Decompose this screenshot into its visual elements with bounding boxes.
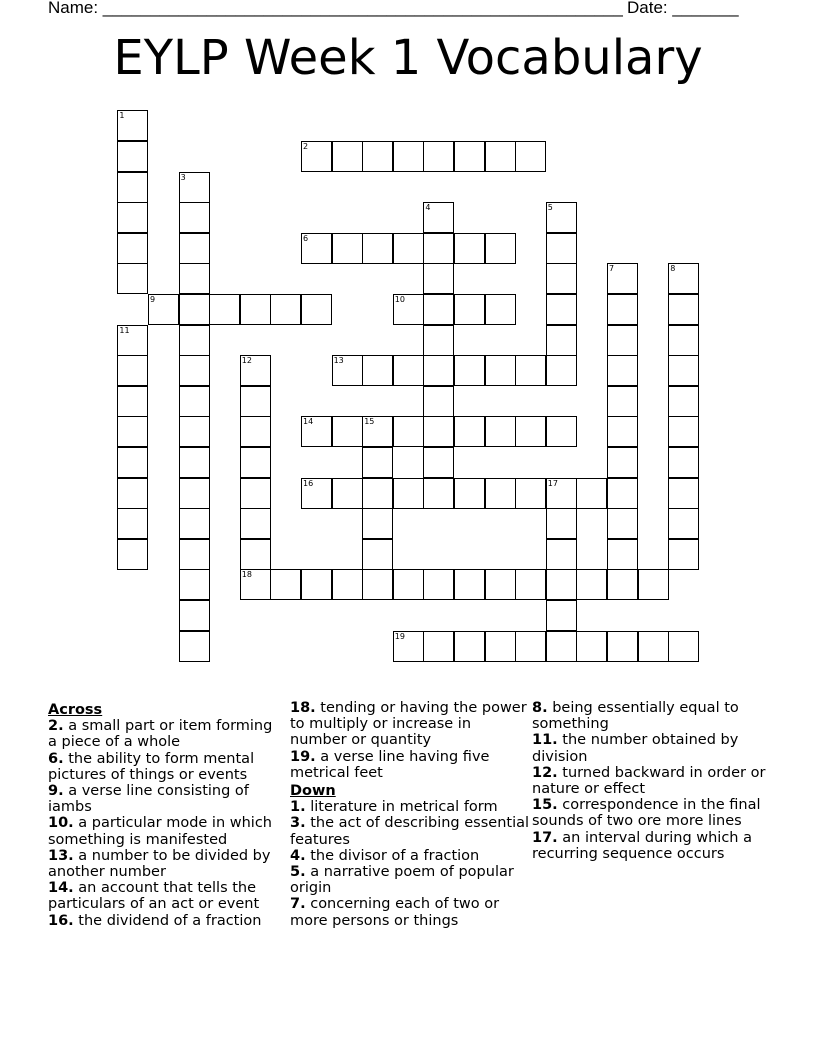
grid-cell[interactable] bbox=[240, 508, 271, 539]
grid-cell[interactable] bbox=[240, 355, 271, 386]
grid-cell[interactable] bbox=[240, 569, 271, 600]
clue-down-8: 8. being essentially equal to something bbox=[532, 700, 739, 733]
grid-cell[interactable] bbox=[546, 355, 577, 386]
clue-across-10: 10. a particular mode in which something is manifested bbox=[48, 815, 273, 848]
grid-cell[interactable] bbox=[117, 386, 148, 417]
grid-cell[interactable] bbox=[485, 631, 516, 662]
grid-cell[interactable] bbox=[668, 355, 699, 386]
clue-number-label: 18 bbox=[241, 570, 252, 580]
clue-down-1: 1. literature in metrical form bbox=[290, 799, 498, 816]
clue-number-label: 19 bbox=[394, 631, 405, 641]
grid-cell[interactable] bbox=[423, 294, 454, 325]
grid-cell[interactable] bbox=[423, 416, 454, 447]
grid-cell[interactable] bbox=[179, 447, 210, 478]
grid-cell[interactable] bbox=[668, 508, 699, 539]
grid-cell[interactable] bbox=[485, 569, 516, 600]
page-title: EYLP Week 1 Vocabulary bbox=[113, 30, 703, 86]
grid-cell[interactable] bbox=[362, 508, 393, 539]
grid-cell[interactable] bbox=[179, 569, 210, 600]
grid-cell[interactable] bbox=[332, 233, 363, 264]
grid-cell[interactable] bbox=[454, 478, 485, 509]
grid-cell[interactable] bbox=[332, 355, 363, 386]
grid-cell[interactable] bbox=[485, 416, 516, 447]
grid-cell[interactable] bbox=[179, 172, 210, 203]
clue-number-label: 2 bbox=[303, 142, 309, 151]
grid-cell[interactable] bbox=[546, 478, 577, 509]
grid-cell[interactable] bbox=[546, 202, 577, 233]
grid-cell[interactable] bbox=[454, 416, 485, 447]
grid-cell[interactable] bbox=[332, 141, 363, 172]
grid-cell[interactable] bbox=[546, 508, 577, 539]
grid-cell[interactable] bbox=[485, 233, 516, 264]
clue-number-label: 12 bbox=[241, 356, 252, 366]
grid-cell[interactable] bbox=[117, 110, 148, 141]
grid-cell[interactable] bbox=[362, 539, 393, 570]
grid-cell[interactable] bbox=[668, 263, 699, 294]
grid-cell[interactable] bbox=[485, 355, 516, 386]
grid-cell[interactable] bbox=[423, 355, 454, 386]
grid-cell[interactable] bbox=[362, 416, 393, 447]
grid-cell[interactable] bbox=[454, 355, 485, 386]
grid-cell[interactable] bbox=[515, 355, 546, 386]
clues-column-1 bbox=[48, 700, 283, 929]
grid-cell[interactable] bbox=[179, 263, 210, 294]
grid-cell[interactable] bbox=[393, 294, 424, 325]
grid-cell[interactable] bbox=[485, 294, 516, 325]
clues-column-3 bbox=[532, 700, 772, 862]
grid-cell[interactable] bbox=[301, 141, 332, 172]
grid-cell[interactable] bbox=[546, 263, 577, 294]
grid-cell[interactable] bbox=[240, 478, 271, 509]
clue-number-label: 6 bbox=[303, 233, 309, 243]
grid-cell[interactable] bbox=[393, 478, 424, 509]
grid-cell[interactable] bbox=[117, 539, 148, 570]
grid-cell[interactable] bbox=[546, 600, 577, 631]
grid-cell[interactable] bbox=[515, 631, 546, 662]
grid-cell[interactable] bbox=[393, 141, 424, 172]
clue-across-16: 16. the dividend of a fraction bbox=[48, 912, 262, 929]
grid-cell[interactable] bbox=[179, 416, 210, 447]
grid-cell[interactable] bbox=[546, 294, 577, 325]
grid-cell[interactable] bbox=[668, 386, 699, 417]
grid-cell[interactable] bbox=[668, 447, 699, 478]
grid-cell[interactable] bbox=[332, 569, 363, 600]
grid-cell[interactable] bbox=[362, 141, 393, 172]
grid-cell[interactable] bbox=[485, 141, 516, 172]
grid-cell[interactable] bbox=[423, 478, 454, 509]
grid-cell[interactable] bbox=[362, 478, 393, 509]
grid-cell[interactable] bbox=[576, 569, 607, 600]
grid-cell[interactable] bbox=[179, 325, 210, 356]
clue-across-19: 19. a verse line having five metrical feet bbox=[290, 748, 490, 781]
grid-cell[interactable] bbox=[393, 233, 424, 264]
grid-cell[interactable] bbox=[362, 447, 393, 478]
grid-cell[interactable] bbox=[607, 569, 638, 600]
grid-cell[interactable] bbox=[546, 325, 577, 356]
grid-cell[interactable] bbox=[454, 569, 485, 600]
clue-across-2: 2. a small part or item forming a piece of a whole bbox=[48, 718, 273, 751]
clue-across-13: 13. a number to be divided by another number bbox=[48, 847, 271, 881]
clue-down-7: 7. concerning each of two or more persons or things bbox=[290, 896, 500, 929]
grid-cell[interactable] bbox=[607, 447, 638, 478]
grid-cell[interactable] bbox=[668, 325, 699, 356]
grid-cell[interactable] bbox=[179, 478, 210, 509]
grid-cell[interactable] bbox=[607, 631, 638, 662]
grid-cell[interactable] bbox=[240, 447, 271, 478]
grid-cell[interactable] bbox=[148, 294, 179, 325]
grid-cell[interactable] bbox=[607, 386, 638, 417]
clue-number-label: 3 bbox=[180, 172, 186, 182]
clue-down-12: 12. turned backward in order or nature or effect bbox=[532, 764, 766, 798]
grid-cell[interactable] bbox=[240, 539, 271, 570]
grid-cell[interactable] bbox=[607, 355, 638, 386]
grid-cell[interactable] bbox=[362, 355, 393, 386]
grid-cell[interactable] bbox=[423, 447, 454, 478]
down-heading: Down bbox=[290, 783, 336, 800]
clue-number-label: 17 bbox=[547, 478, 558, 488]
grid-cell[interactable] bbox=[423, 569, 454, 600]
date-field-label: Date: _______ bbox=[627, 0, 739, 17]
grid-cell[interactable] bbox=[607, 508, 638, 539]
clue-down-11: 11. the number obtained by division bbox=[532, 732, 739, 765]
grid-cell[interactable] bbox=[117, 263, 148, 294]
grid-cell[interactable] bbox=[515, 478, 546, 509]
grid-cell[interactable] bbox=[423, 325, 454, 356]
grid-cell[interactable] bbox=[393, 631, 424, 662]
grid-cell[interactable] bbox=[117, 233, 148, 264]
grid-cell[interactable] bbox=[454, 631, 485, 662]
grid-cell[interactable] bbox=[301, 478, 332, 509]
grid-cell[interactable] bbox=[179, 539, 210, 570]
grid-cell[interactable] bbox=[607, 478, 638, 509]
grid-cell[interactable] bbox=[179, 631, 210, 662]
grid-cell[interactable] bbox=[607, 416, 638, 447]
clue-number-label: 1 bbox=[119, 111, 125, 121]
grid-cell[interactable] bbox=[423, 263, 454, 294]
grid-cell[interactable] bbox=[454, 233, 485, 264]
grid-cell[interactable] bbox=[576, 478, 607, 509]
grid-cell[interactable] bbox=[301, 416, 332, 447]
grid-cell[interactable] bbox=[240, 416, 271, 447]
clue-number-label: 14 bbox=[303, 417, 314, 427]
grid-cell[interactable] bbox=[117, 141, 148, 172]
clue-down-3: 3. the act of describing essential features bbox=[290, 815, 530, 848]
grid-cell[interactable] bbox=[607, 325, 638, 356]
grid-cell[interactable] bbox=[270, 569, 301, 600]
clue-number-label: 4 bbox=[425, 203, 431, 213]
grid-cell[interactable] bbox=[332, 416, 363, 447]
grid-cell[interactable] bbox=[117, 508, 148, 539]
grid-cell[interactable] bbox=[515, 569, 546, 600]
grid-cell[interactable] bbox=[515, 416, 546, 447]
grid-cell[interactable] bbox=[179, 508, 210, 539]
grid-cell[interactable] bbox=[301, 233, 332, 264]
grid-cell[interactable] bbox=[393, 355, 424, 386]
grid-cell[interactable] bbox=[117, 325, 148, 356]
clue-across-18: 18. tending or having the power to multiply or increase in number or quantity bbox=[290, 700, 527, 749]
clue-number-label: 9 bbox=[150, 295, 156, 304]
grid-cell[interactable] bbox=[393, 569, 424, 600]
grid-cell[interactable] bbox=[393, 416, 424, 447]
clue-down-4: 4. the divisor of a fraction bbox=[290, 847, 480, 864]
grid-cell[interactable] bbox=[332, 478, 363, 509]
grid-cell[interactable] bbox=[117, 416, 148, 447]
clue-down-15: 15. correspondence in the final sounds of two ore more lines bbox=[532, 797, 761, 830]
grid-cell[interactable] bbox=[638, 569, 669, 600]
grid-cell[interactable] bbox=[515, 141, 546, 172]
clues-column-2 bbox=[290, 700, 530, 929]
clue-number-label: 13 bbox=[333, 356, 344, 366]
grid-cell[interactable] bbox=[362, 233, 393, 264]
clue-across-14: 14. an account that tells the particulars of an act or event bbox=[48, 880, 260, 913]
grid-cell[interactable] bbox=[117, 447, 148, 478]
clue-down-5: 5. a narrative poem of popular origin bbox=[290, 864, 514, 897]
grid-cell[interactable] bbox=[607, 539, 638, 570]
grid-cell[interactable] bbox=[454, 294, 485, 325]
clue-number-label: 8 bbox=[670, 264, 676, 274]
grid-cell[interactable] bbox=[546, 569, 577, 600]
grid-cell[interactable] bbox=[668, 416, 699, 447]
grid-cell[interactable] bbox=[668, 294, 699, 325]
name-field-label: Name: _______________________________________________________ bbox=[48, 0, 623, 17]
grid-cell[interactable] bbox=[607, 294, 638, 325]
grid-cell[interactable] bbox=[301, 569, 332, 600]
clue-number-label: 5 bbox=[547, 203, 553, 213]
grid-cell[interactable] bbox=[576, 631, 607, 662]
grid-cell[interactable] bbox=[454, 141, 485, 172]
grid-cell[interactable] bbox=[209, 294, 240, 325]
grid-cell[interactable] bbox=[179, 233, 210, 264]
grid-cell[interactable] bbox=[240, 386, 271, 417]
grid-cell[interactable] bbox=[179, 355, 210, 386]
grid-cell[interactable] bbox=[423, 233, 454, 264]
grid-cell[interactable] bbox=[423, 202, 454, 233]
grid-cell[interactable] bbox=[179, 294, 210, 325]
grid-cell[interactable] bbox=[362, 569, 393, 600]
grid-cell[interactable] bbox=[179, 202, 210, 233]
grid-cell[interactable] bbox=[607, 263, 638, 294]
grid-cell[interactable] bbox=[117, 478, 148, 509]
grid-cell[interactable] bbox=[638, 631, 669, 662]
clue-number-label: 7 bbox=[609, 264, 615, 274]
grid-cell[interactable] bbox=[668, 539, 699, 570]
grid-cell[interactable] bbox=[423, 386, 454, 417]
clue-number-label: 16 bbox=[303, 478, 314, 488]
clue-across-9: 9. a verse line consisting of iambs bbox=[48, 783, 249, 816]
clue-number-label: 10 bbox=[394, 295, 405, 304]
grid-cell[interactable] bbox=[117, 202, 148, 233]
grid-cell[interactable] bbox=[668, 631, 699, 662]
grid-cell[interactable] bbox=[301, 294, 332, 325]
grid-cell[interactable] bbox=[546, 233, 577, 264]
grid-cell[interactable] bbox=[546, 631, 577, 662]
grid-cell[interactable] bbox=[179, 386, 210, 417]
grid-cell[interactable] bbox=[546, 539, 577, 570]
clue-down-17: 17. an interval during which a recurring sequence occurs bbox=[532, 829, 752, 862]
grid-cell[interactable] bbox=[668, 478, 699, 509]
across-heading: Across bbox=[48, 702, 103, 718]
clue-number-label: 11 bbox=[119, 325, 130, 335]
grid-cell[interactable] bbox=[423, 141, 454, 172]
grid-cell[interactable] bbox=[546, 416, 577, 447]
grid-cell[interactable] bbox=[270, 294, 301, 325]
grid-cell[interactable] bbox=[485, 478, 516, 509]
grid-cell[interactable] bbox=[179, 600, 210, 631]
clue-across-6: 6. the ability to form mental pictures of things or events bbox=[48, 750, 255, 783]
grid-cell[interactable] bbox=[117, 355, 148, 386]
grid-cell[interactable] bbox=[240, 294, 271, 325]
clue-number-label: 15 bbox=[364, 417, 375, 427]
grid-cell[interactable] bbox=[117, 172, 148, 203]
grid-cell[interactable] bbox=[423, 631, 454, 662]
